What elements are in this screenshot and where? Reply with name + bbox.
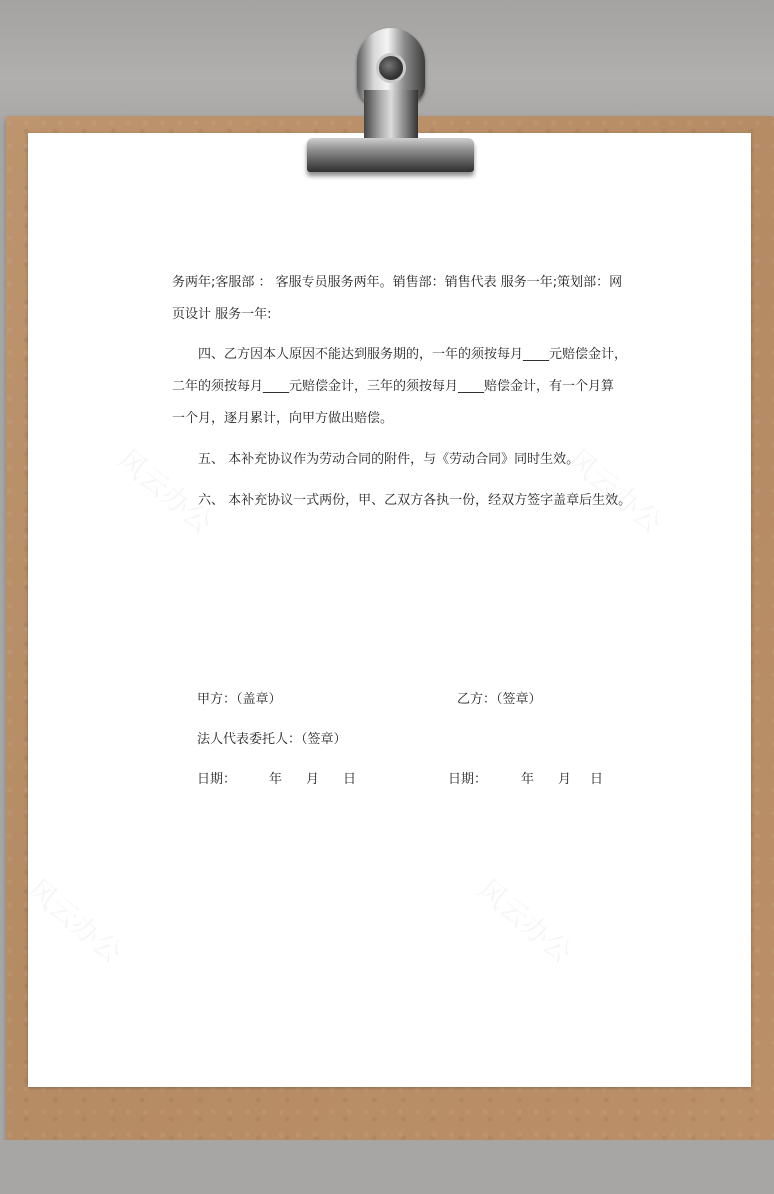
legal-representative: 法人代表委托人：（签章）	[197, 732, 347, 747]
date-a-label: 日期：	[197, 772, 237, 787]
clause-six: 六、 本补充协议一式两份，甲、乙双方各执一份，经双方签字盖章后生效。	[198, 493, 632, 508]
clause-five: 五、 本补充协议作为劳动合同的附件，与《劳动合同》同时生效。	[198, 452, 580, 467]
watermark: 风云办公	[111, 442, 219, 540]
paragraph-line: 四、乙方因本人原因不能达到服务期的，一年的须按每月____元赔偿金计，	[198, 347, 628, 362]
paragraph-line: 页设计 服务一年:	[172, 307, 272, 322]
watermark: 风云办公	[21, 872, 129, 970]
bottom-background	[0, 1140, 774, 1194]
party-a-seal: 甲方：（盖章）	[197, 692, 282, 707]
party-b-signature: 乙方：（签章）	[457, 692, 542, 707]
date-a-day: 日	[343, 772, 357, 787]
date-b-label: 日期：	[448, 772, 488, 787]
binder-clip-icon	[0, 0, 774, 180]
paragraph-line: 二年的须按每月____元赔偿金计，三年的须按每月____赔偿金计，有一个月算	[172, 379, 615, 394]
paragraph-line: 务两年;客服部 ： 客服专员服务两年。销售部：销售代表 服务一年;策划部：网	[172, 275, 623, 290]
date-a-month: 月	[306, 772, 320, 787]
date-b-day: 日	[590, 772, 604, 787]
date-a-year: 年	[269, 772, 283, 787]
watermark: 风云办公	[561, 442, 669, 540]
date-b-month: 月	[558, 772, 572, 787]
date-b-year: 年	[521, 772, 535, 787]
watermark: 风云办公	[471, 872, 579, 970]
paragraph-line: 一个月，逐月累计，向甲方做出赔偿。	[172, 411, 394, 426]
